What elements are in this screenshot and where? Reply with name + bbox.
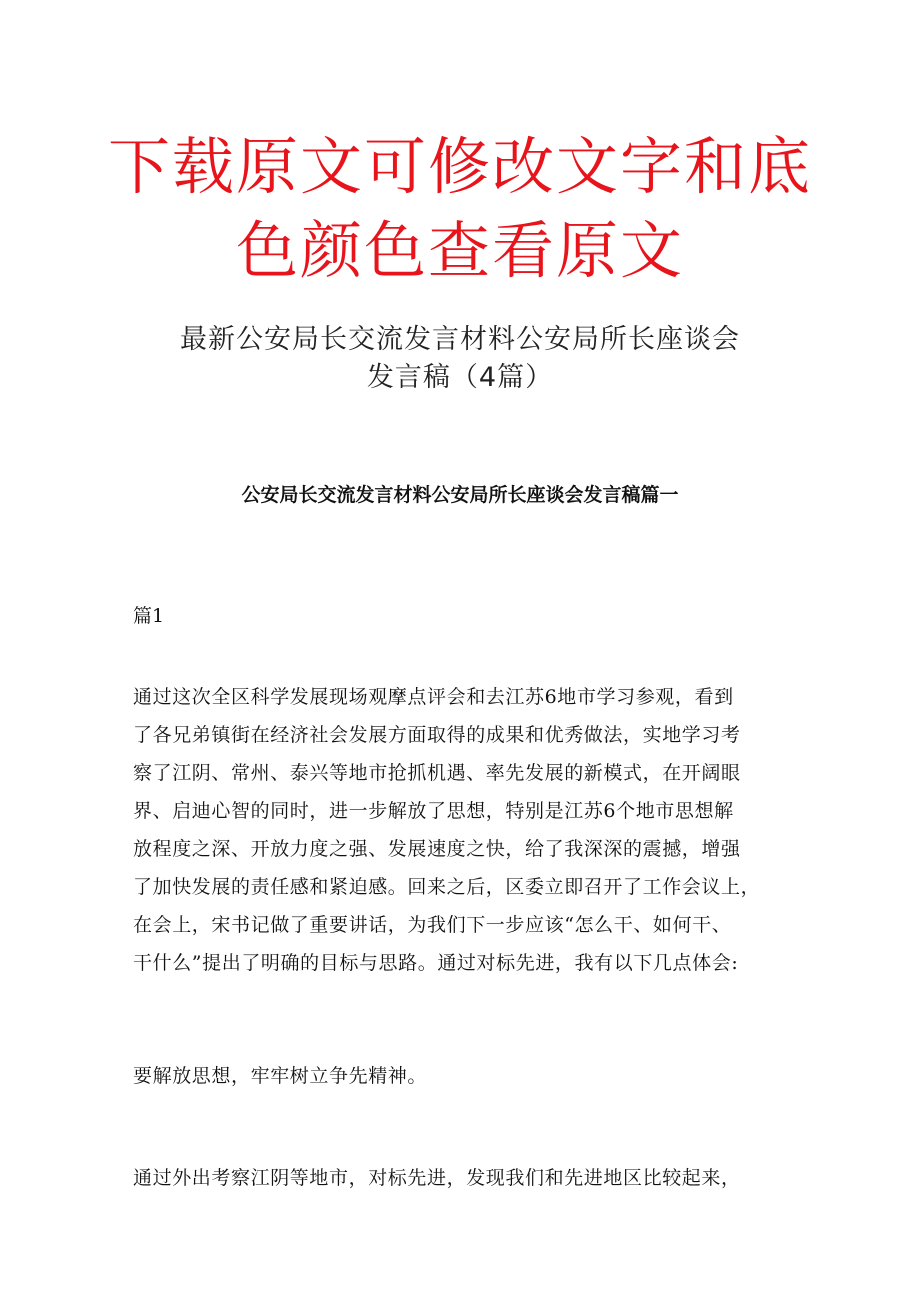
subheading: 要解放思想，牢牢树立争先精神。 <box>133 1065 428 1087</box>
part-label: 篇1 <box>133 605 165 627</box>
paragraph-1-line-3: 察了江阴、常州、泰兴等地市抢抓机遇、率先发展的新模式，在开阔眼 <box>133 762 741 784</box>
download-banner-line-1: 下载原文可修改文字和底 <box>107 130 812 203</box>
paragraph-1-line-8: 干什么”提出了明确的目标与思路。通过对标先进，我有以下几点体会: <box>133 952 739 974</box>
document-title-line-2: 发言稿（4篇） <box>366 362 554 393</box>
paragraph-1-line-7: 在会上，宋书记做了重要讲话，为我们下一步应该“怎么干、如何干、 <box>133 914 732 936</box>
download-banner-line-2: 色颜色查看原文 <box>235 214 684 287</box>
document-title-line-1: 最新公安局长交流发言材料公安局所长座谈会 <box>180 324 740 355</box>
paragraph-1-line-5: 放程度之深、开放力度之强、发展速度之快，给了我深深的震撼，增强 <box>133 838 741 860</box>
section-heading: 公安局长交流发言材料公安局所长座谈会发言稿篇一 <box>241 484 679 506</box>
paragraph-1-line-2: 了各兄弟镇街在经济社会发展方面取得的成果和优秀做法，实地学习考 <box>133 724 741 746</box>
paragraph-1-line-4: 界、启迪心智的同时，进一步解放了思想，特别是江苏6个地市思想解 <box>133 800 734 822</box>
paragraph-2-line-1: 通过外出考察江阴等地市，对标先进，发现我们和先进地区比较起来， <box>133 1167 741 1189</box>
paragraph-1-line-1: 通过这次全区科学发展现场观摩点评会和去江苏6地市学习参观，看到 <box>133 686 734 708</box>
paragraph-1-line-6: 了加快发展的责任感和紧迫感。回来之后，区委立即召开了工作会议上， <box>133 876 761 898</box>
